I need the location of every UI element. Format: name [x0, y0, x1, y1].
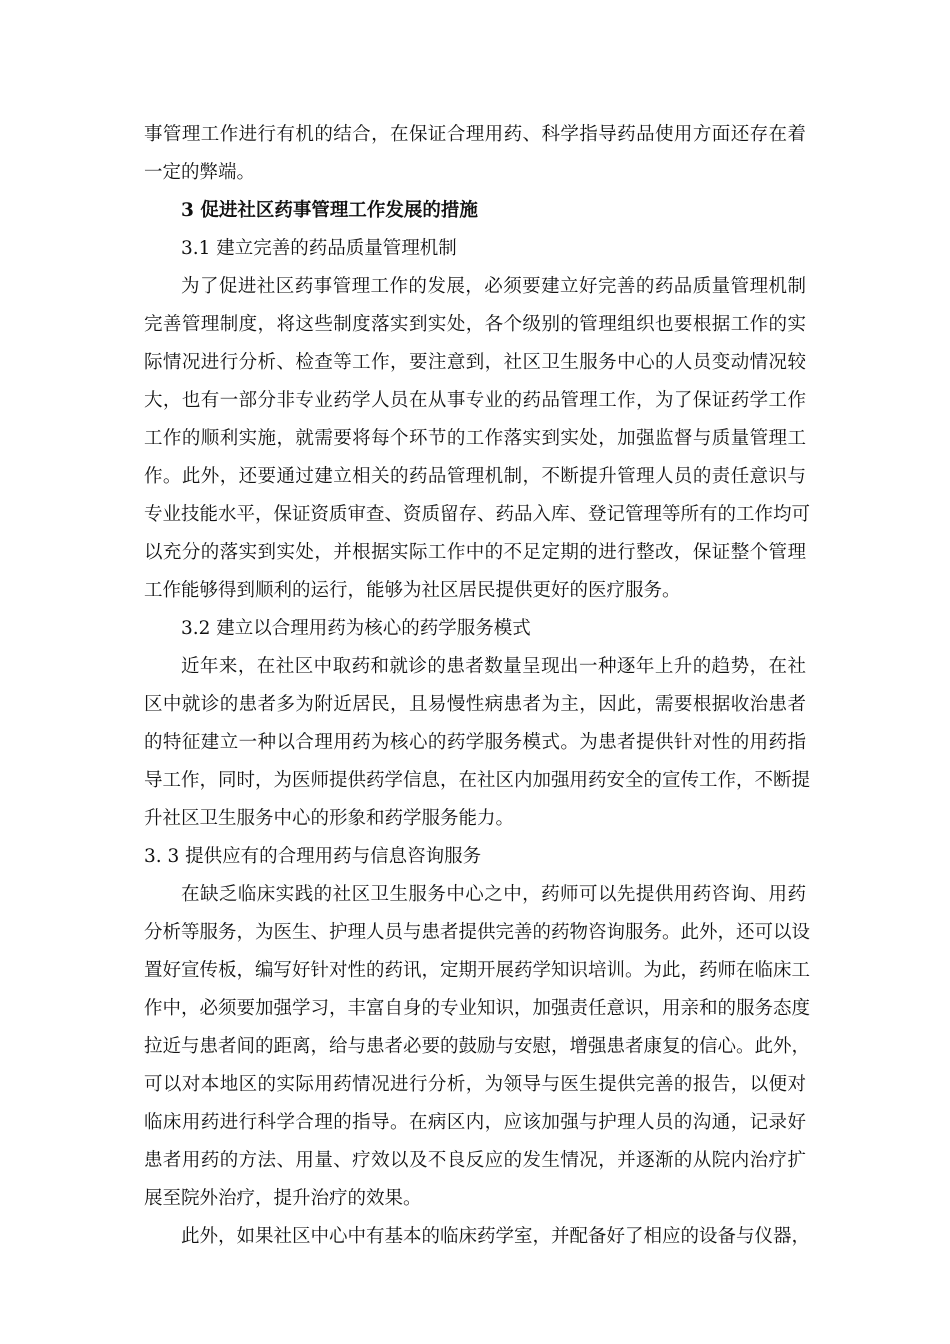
paragraph-line: 工作的顺利实施，就需要将每个环节的工作落实到实处，加强监督与质量管理工 — [144, 428, 806, 449]
paragraph-line: 一定的弊端。 — [144, 162, 256, 183]
paragraph-line: 拉近与患者间的距离，给与患者必要的鼓励与安慰，增强患者康复的信心。此外， — [144, 1036, 811, 1057]
paragraph-line: 此外，如果社区中心中有基本的临床药学室，并配备好了相应的设备与仪器， — [181, 1226, 811, 1247]
paragraph-line: 可以对本地区的实际用药情况进行分析，为领导与医生提供完善的报告，以便对 — [144, 1074, 806, 1095]
paragraph-line: 以充分的落实到实处，并根据实际工作中的不足定期的进行整改，保证整个管理 — [144, 542, 806, 563]
paragraph-line: 工作能够得到顺利的运行，能够为社区居民提供更好的医疗服务。 — [144, 580, 681, 601]
paragraph-line: 完善管理制度，将这些制度落实到实处，各个级别的管理组织也要根据工作的实 — [144, 314, 806, 335]
paragraph-line: 大，也有一部分非专业药学人员在从事专业的药品管理工作，为了保证药学工作 — [144, 390, 806, 411]
paragraph-line: 近年来，在社区中取药和就诊的患者数量呈现出一种逐年上升的趋势，在社 — [181, 656, 806, 677]
section-heading: 3 促进社区药事管理工作发展的措施 — [181, 200, 478, 221]
paragraph-line: 作。此外，还要通过建立相关的药品管理机制，不断提升管理人员的责任意识与 — [144, 466, 806, 487]
paragraph-line: 际情况进行分析、检查等工作，要注意到，社区卫生服务中心的人员变动情况较 — [144, 352, 806, 373]
paragraph-line: 导工作，同时，为医师提供药学信息，在社区内加强用药安全的宣传工作，不断提 — [144, 770, 811, 791]
paragraph-line: 作中，必须要加强学习，丰富自身的专业知识，加强责任意识，用亲和的服务态度 — [144, 998, 811, 1019]
subsection-heading: 3. 3 提供应有的合理用药与信息咨询服务 — [144, 846, 482, 867]
paragraph-line: 升社区卫生服务中心的形象和药学服务能力。 — [144, 808, 515, 829]
paragraph-line: 临床用药进行科学合理的指导。在病区内，应该加强与护理人员的沟通，记录好 — [144, 1112, 806, 1133]
paragraph-line: 展至院外治疗，提升治疗的效果。 — [144, 1188, 422, 1209]
subsection-heading: 3.1 建立完善的药品质量管理机制 — [181, 238, 457, 259]
paragraph-line: 为了促进社区药事管理工作的发展，必须要建立好完善的药品质量管理机制 — [181, 276, 806, 297]
paragraph-line: 区中就诊的患者多为附近居民，且易慢性病患者为主，因此，需要根据收治患者 — [144, 694, 806, 715]
subsection-heading: 3.2 建立以合理用药为核心的药学服务模式 — [181, 618, 531, 639]
paragraph-line: 置好宣传板，编写好针对性的药讯，定期开展药学知识培训。为此，药师在临床工 — [144, 960, 811, 981]
paragraph-line: 在缺乏临床实践的社区卫生服务中心之中，药师可以先提供用药咨询、用药 — [181, 884, 806, 905]
paragraph-line: 的特征建立一种以合理用药为核心的药学服务模式。为患者提供针对性的用药指 — [144, 732, 806, 753]
paragraph-line: 患者用药的方法、用量、疗效以及不良反应的发生情况，并逐渐的从院内治疗扩 — [144, 1150, 806, 1171]
paragraph-line: 专业技能水平，保证资质审查、资质留存、药品入库、登记管理等所有的工作均可 — [144, 504, 811, 525]
paragraph-line: 分析等服务，为医生、护理人员与患者提供完善的药物咨询服务。此外，还可以设 — [144, 922, 811, 943]
paragraph-line: 事管理工作进行有机的结合，在保证合理用药、科学指导药品使用方面还存在着 — [144, 124, 806, 145]
